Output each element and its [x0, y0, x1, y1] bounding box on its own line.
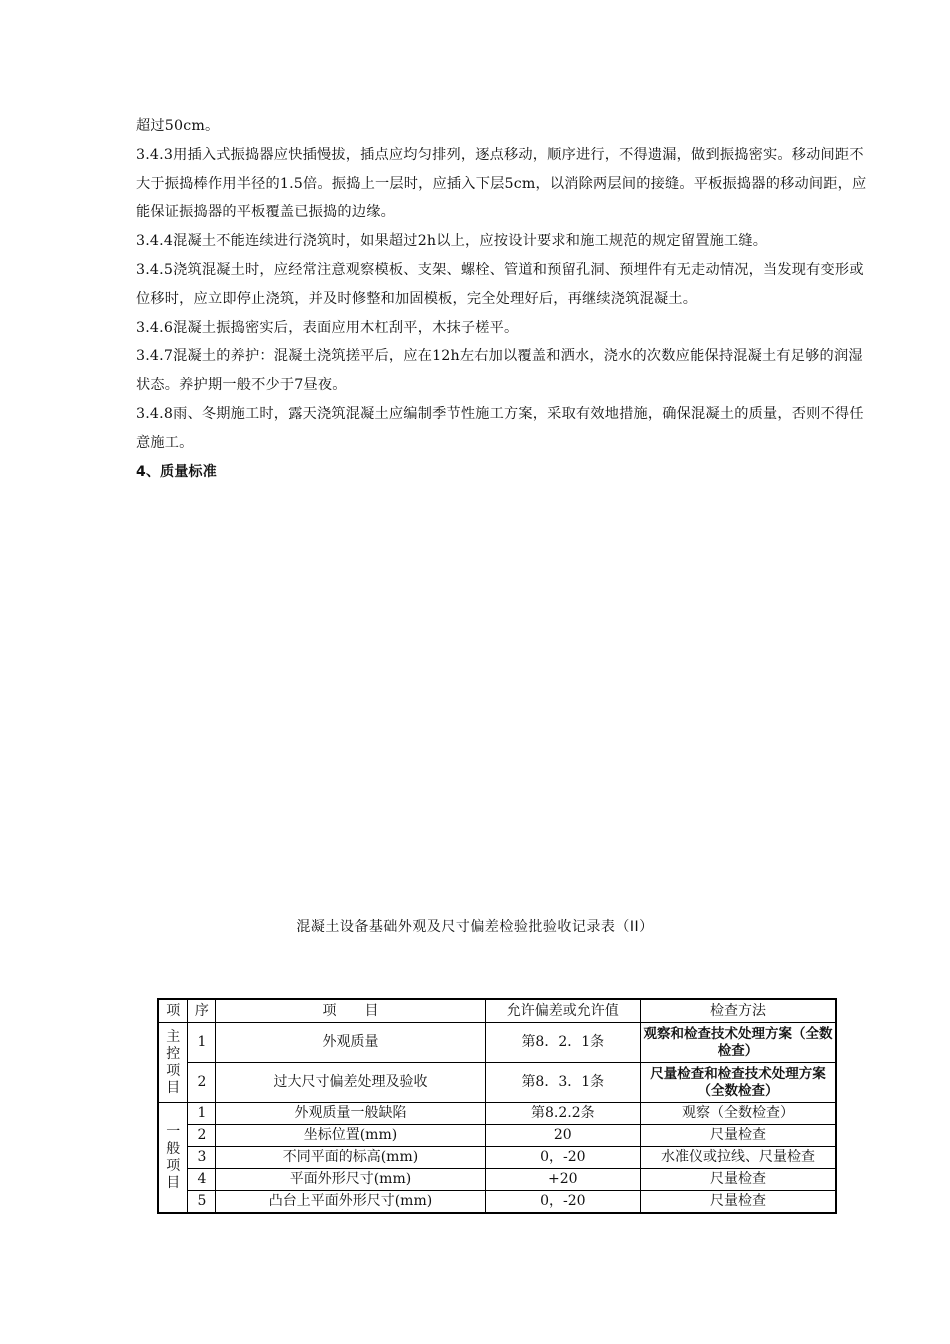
row-method: 观察和检查技术处理方案（全数检查） [641, 1023, 836, 1063]
row-item: 外观质量 [216, 1023, 485, 1063]
row-tolerance: 20 [485, 1125, 641, 1147]
row-method: 尺量检查 [641, 1169, 836, 1191]
header-category: 项 [158, 999, 188, 1023]
row-item: 过大尺寸偏差处理及验收 [216, 1063, 485, 1103]
general-category-cell [158, 1103, 188, 1214]
table-header-row [158, 999, 836, 1023]
row-tolerance: 0，-20 [485, 1191, 641, 1214]
table-row [158, 1125, 836, 1147]
row-item: 坐标位置(mm) [216, 1125, 485, 1147]
section-heading: 4、质量标准 [136, 463, 217, 480]
table-row [158, 1147, 836, 1169]
construction-text [136, 112, 876, 486]
paragraph: 超过50cm。 [136, 118, 220, 134]
row-tolerance: 第8.2.2条 [485, 1103, 641, 1125]
row-no: 1 [188, 1023, 216, 1063]
row-method: 尺量检查 [641, 1125, 836, 1147]
row-method: 观察（全数检查） [641, 1103, 836, 1125]
header-no: 序 [188, 999, 216, 1023]
paragraph: 3.4.3用插入式振捣器应快插慢拔，插点应均匀排列，逐点移动，顺序进行，不得遗漏，做到振捣密实。移动间距不大于振捣棒作用半径的1.5倍。振捣上一层时，应插入下层5cm，以消除两层间的接缝。平板振捣器的移动间距，应能保证振捣器的平板覆盖已振捣的边缘。 [136, 146, 867, 221]
row-method: 水准仪或拉线、尺量检查 [641, 1147, 836, 1169]
paragraph: 3.4.4混凝土不能连续进行浇筑时，如果超过2h以上，应按设计要求和施工规范的规定留置施工缝。 [136, 233, 768, 250]
row-no: 2 [188, 1063, 216, 1103]
general-category-label: 一般项目 [166, 1123, 181, 1191]
header-tolerance: 允许偏差或允许值 [485, 999, 641, 1023]
table-row [158, 1191, 836, 1214]
row-method: 尺量检查 [641, 1191, 836, 1214]
table-row [158, 1023, 836, 1063]
row-method: 尺量检查和检查技术处理方案（全数检查） [641, 1063, 836, 1103]
row-no: 2 [188, 1125, 216, 1147]
paragraph: 3.4.6混凝土振捣密实后，表面应用木杠刮平，木抹子槎平。 [136, 319, 519, 336]
row-no: 5 [188, 1191, 216, 1214]
row-item: 外观质量一般缺陷 [216, 1103, 485, 1125]
table-row [158, 1103, 836, 1125]
header-method: 检查方法 [641, 999, 836, 1023]
row-item: 凸台上平面外形尺寸(mm) [216, 1191, 485, 1214]
inspection-record-table [157, 998, 837, 1214]
row-tolerance: 第8．3．1条 [485, 1063, 641, 1103]
table-row [158, 1169, 836, 1191]
main-category-cell [158, 1023, 188, 1103]
row-tolerance: 0，-20 [485, 1147, 641, 1169]
paragraph: 3.4.5浇筑混凝土时，应经常注意观察模板、支架、螺栓、管道和预留孔洞、预埋件有无走动情况，当发现有变形或位移时，应立即停止浇筑，并及时修整和加固模板，完全处理好后，再继续浇筑混凝土。 [136, 261, 864, 307]
row-no: 1 [188, 1103, 216, 1125]
row-item: 不同平面的标高(mm) [216, 1147, 485, 1169]
row-tolerance: 第8．2．1条 [485, 1023, 641, 1063]
row-tolerance: +20 [485, 1169, 641, 1191]
header-item: 项 目 [216, 999, 485, 1023]
row-no: 3 [188, 1147, 216, 1169]
paragraph: 3.4.8雨、冬期施工时，露天浇筑混凝土应编制季节性施工方案，采取有效地措施，确保混凝土的质量，否则不得任意施工。 [136, 405, 864, 451]
paragraph: 3.4.7混凝土的养护：混凝土浇筑搓平后，应在12h左右加以覆盖和洒水，浇水的次数应能保持混凝土有足够的润湿状态。养护期一般不少于7昼夜。 [136, 348, 863, 394]
main-category-label: 主控项目 [166, 1028, 181, 1096]
table-title: 混凝土设备基础外观及尺寸偏差检验批验收记录表（II） [296, 919, 654, 935]
row-item: 平面外形尺寸(mm) [216, 1169, 485, 1191]
table-row [158, 1063, 836, 1103]
row-no: 4 [188, 1169, 216, 1191]
